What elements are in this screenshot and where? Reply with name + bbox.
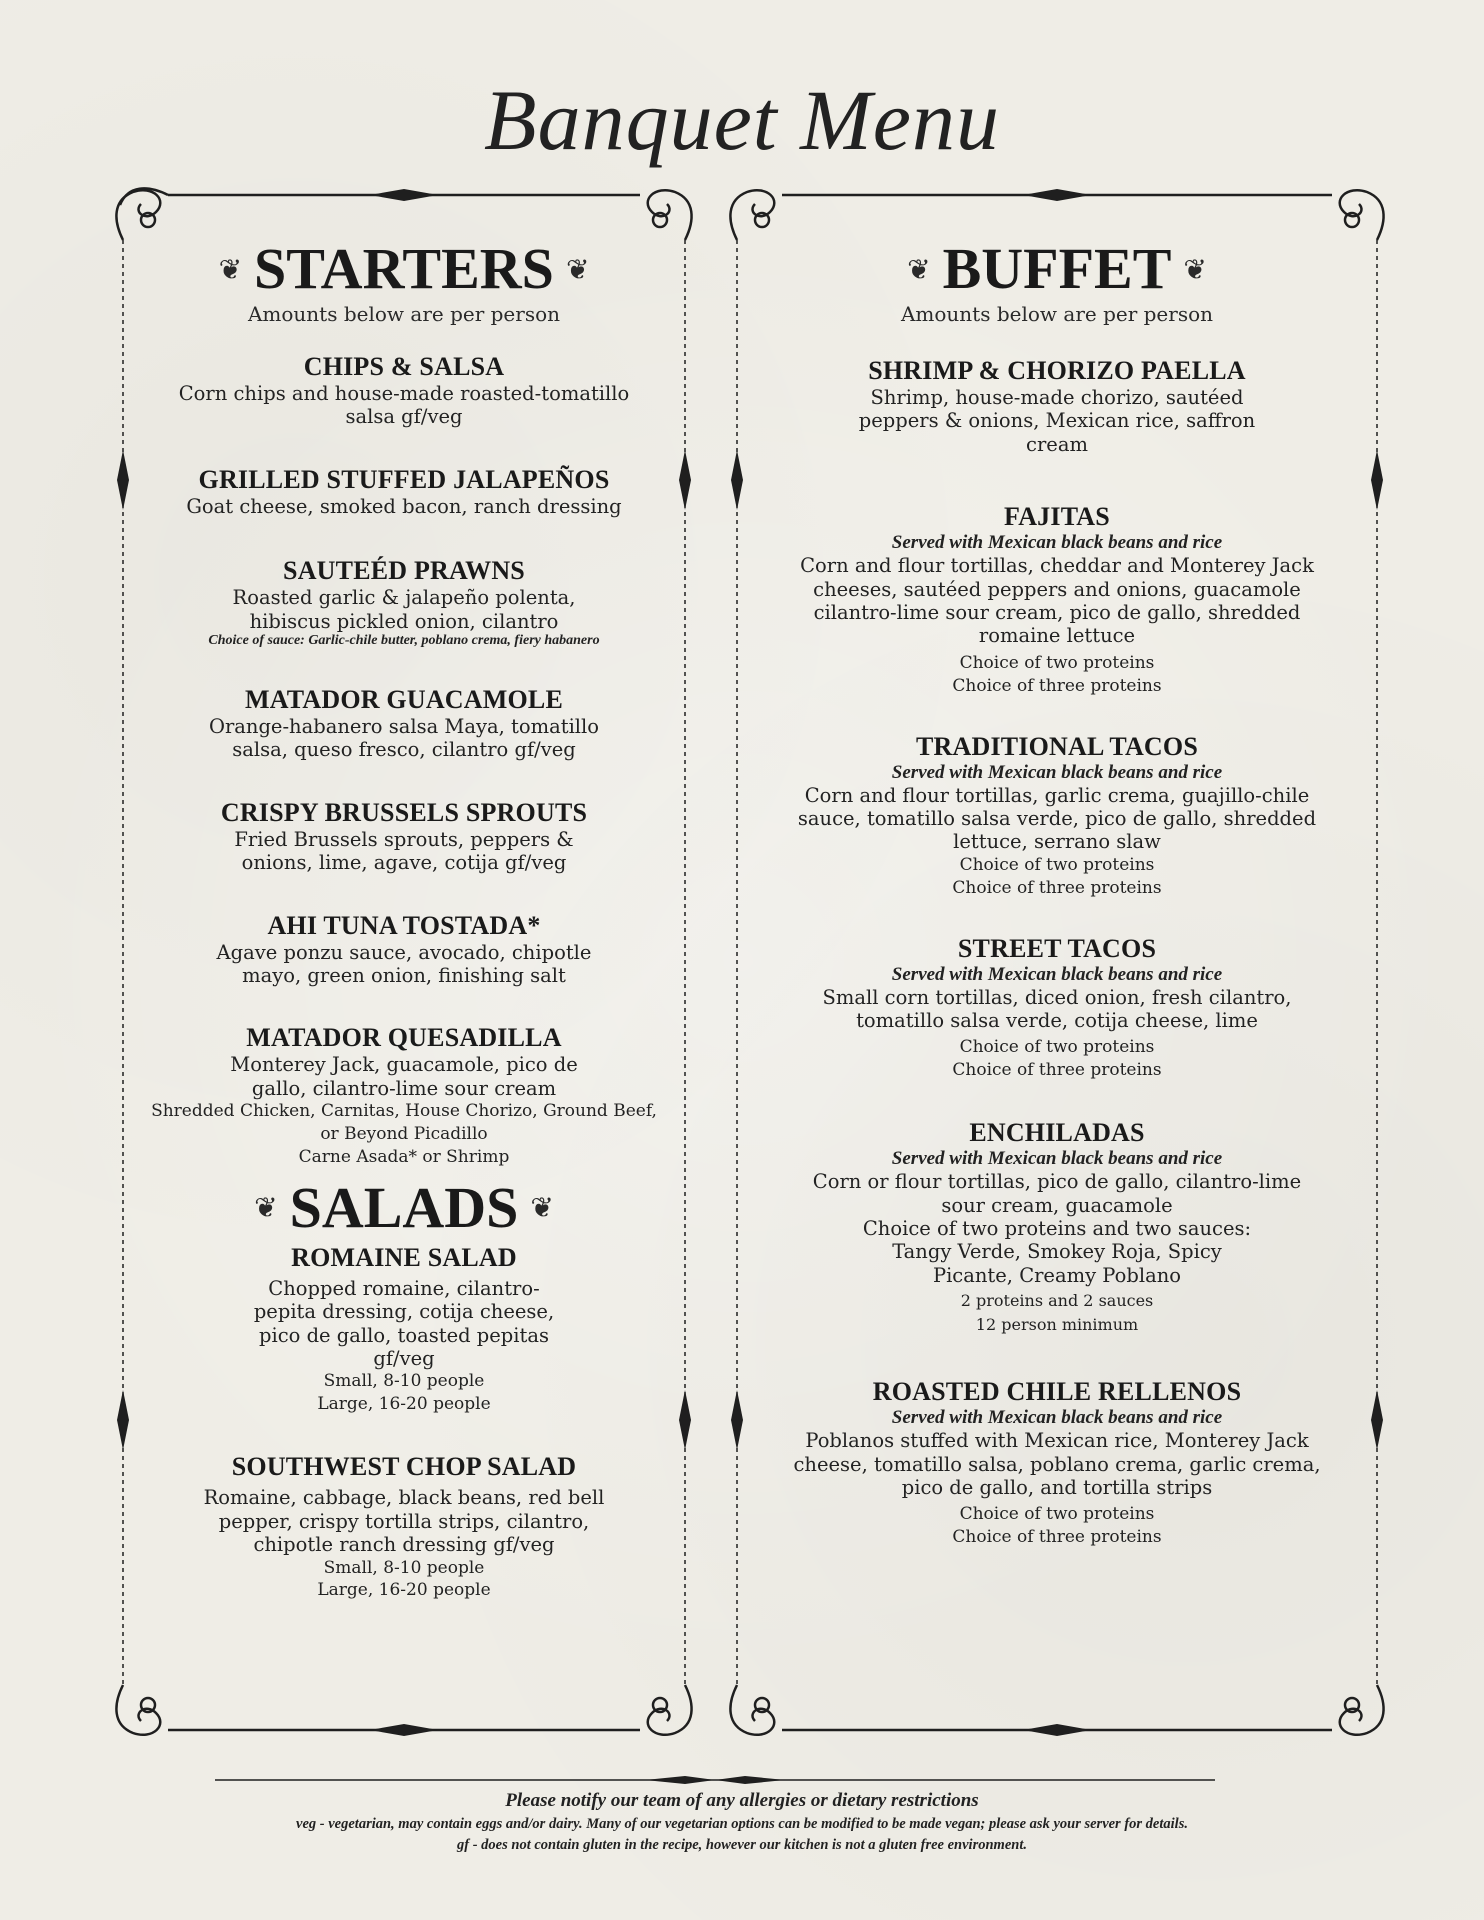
item-name: AHI TUNA TOSTADA*: [267, 910, 541, 940]
buffet-panel: [722, 180, 1392, 1745]
gf-legend: gf - does not contain gluten in the recipe, however our kitchen is not a gluten free environment.: [457, 1837, 1027, 1853]
item-name: SAUTEÉD PRAWNS: [283, 556, 525, 586]
floral-flourish-icon: ❦: [530, 1191, 554, 1225]
floral-flourish-icon: ❦: [565, 252, 590, 286]
menu-item: [762, 1118, 1352, 1337]
menu-item: [148, 685, 660, 762]
item-sauce-choice: Choice of two proteins and two sauces: Tangy Verde, Smokey Roja, Spicy Picante, Creamy Poblano: [862, 1217, 1252, 1287]
item-description: Agave ponzu sauce, avocado, chipotle mayo, green onion, finishing salt: [216, 940, 592, 987]
starters-subheading: Amounts below are per person: [247, 302, 561, 326]
menu-item: [148, 352, 660, 429]
buffet-heading: [762, 236, 1352, 301]
item-option: Choice of three proteins: [952, 1060, 1162, 1081]
item-description: Corn chips and house-made roasted-tomatillo salsa gf/veg: [178, 382, 630, 429]
item-description: Shrimp, house-made chorizo, sautéed peppers & onions, Mexican rice, saffron cream: [858, 386, 1256, 456]
buffet-title: BUFFET: [942, 236, 1172, 301]
item-description: Corn and flour tortillas, garlic crema, guajillo-chile sauce, tomatillo salsa verde, pico de gallo, shredded lettuce, serrano slaw: [797, 783, 1317, 854]
buffet-subheading: Amounts below are per person: [900, 302, 1214, 326]
item-served-with: Served with Mexican black beans and rice: [891, 761, 1223, 783]
item-size: Small, 8-10 people: [323, 1557, 485, 1578]
item-option: Choice of two proteins: [959, 854, 1155, 875]
item-served-with: Served with Mexican black beans and rice: [891, 532, 1223, 554]
menu-item: [762, 502, 1352, 697]
starters-salads-panel: [108, 180, 700, 1745]
item-name: STREET TACOS: [957, 933, 1157, 963]
item-name: MATADOR GUACAMOLE: [244, 684, 564, 714]
floral-flourish-icon: ❦: [907, 252, 931, 286]
menu-item: [148, 1023, 660, 1169]
item-size: Large, 16-20 people: [317, 1580, 491, 1601]
item-name: ROASTED CHILE RELLENOS: [872, 1377, 1242, 1407]
item-description: Orange-habanero salsa Maya, tomatillo salsa, queso fresco, cilantro gf/veg: [208, 714, 600, 762]
item-note: Choice of sauce: Garlic-chile butter, poblano crema, fiery habanero: [208, 632, 600, 648]
menu-item: [148, 1243, 660, 1416]
floral-flourish-icon: ❦: [254, 1191, 278, 1225]
menu-item: [148, 798, 660, 875]
item-option: or Beyond Picadillo: [320, 1124, 488, 1145]
buffet-section: [762, 236, 1352, 1549]
item-name: MATADOR QUESADILLA: [246, 1023, 562, 1053]
item-name: ENCHILADAS: [969, 1118, 1145, 1148]
menu-item: [762, 1377, 1352, 1549]
item-description: Roasted garlic & jalapeño polenta, hibiscus pickled onion, cilantro: [232, 586, 576, 633]
menu-item: [762, 356, 1352, 456]
item-option: Choice of three proteins: [952, 675, 1162, 696]
item-served-with: Served with Mexican black beans and rice: [891, 1407, 1223, 1429]
item-size: Large, 16-20 people: [317, 1394, 491, 1415]
item-name: GRILLED STUFFED JALAPEÑOS: [198, 464, 610, 494]
item-option: Choice of three proteins: [952, 877, 1162, 898]
menu-item: [148, 465, 660, 518]
item-option: Shredded Chicken, Carnitas, House Chorizo, Ground Beef,: [151, 1101, 657, 1122]
starters-title: STARTERS: [254, 236, 554, 301]
salads-heading: [148, 1174, 660, 1240]
item-option: Choice of two proteins: [959, 1504, 1155, 1525]
menu-title: Banquet Menu: [484, 72, 1000, 168]
starters-heading: [148, 236, 660, 301]
item-option: 12 person minimum: [975, 1315, 1139, 1335]
item-option: 2 proteins and 2 sauces: [960, 1291, 1154, 1311]
item-name: CHIPS & SALSA: [303, 352, 505, 381]
item-name: SOUTHWEST CHOP SALAD: [231, 1452, 577, 1482]
item-option: Choice of three proteins: [952, 1527, 1162, 1548]
item-name: CRISPY BRUSSELS SPROUTS: [220, 797, 588, 827]
dietary-footer: [0, 1790, 1484, 1854]
item-description: Goat cheese, smoked bacon, ranch dressing: [186, 494, 622, 518]
footer-divider: [215, 1773, 1215, 1787]
item-description: Romaine, cabbage, black beans, red bell pepper, crispy tortilla strips, cilantro, chipotle ranch dressing gf/veg: [203, 1486, 605, 1557]
item-description: Poblanos stuffed with Mexican rice, Monterey Jack cheese, tomatillo salsa, poblano crema, garlic crema, pico de gallo, and tortilla strips: [793, 1429, 1321, 1500]
salads-title: SALADS: [289, 1174, 519, 1240]
allergy-notice: Please notify our team of any allergies or dietary restrictions: [505, 1790, 979, 1811]
item-served-with: Served with Mexican black beans and rice: [891, 963, 1223, 985]
item-option: Choice of two proteins: [959, 652, 1155, 673]
menu-item: [762, 934, 1352, 1083]
item-description: Corn or flour tortillas, pico de gallo, cilantro-lime sour cream, guacamole: [812, 1170, 1302, 1217]
item-option: Choice of two proteins: [959, 1037, 1155, 1058]
starters-section: [148, 236, 660, 1602]
item-name: TRADITIONAL TACOS: [915, 731, 1198, 761]
item-name: FAJITAS: [1004, 502, 1110, 532]
veg-legend: veg - vegetarian, may contain eggs and/or dairy. Many of our vegetarian options can be modified to be made vegan; please ask your server for details.: [296, 1816, 1188, 1832]
floral-flourish-icon: ❦: [1183, 252, 1207, 286]
menu-item: [148, 1452, 660, 1602]
item-description: Corn and flour tortillas, cheddar and Monterey Jack cheeses, sautéed peppers and onions, guacamole cilantro-lime sour cream, pico de gallo, shredded romaine lettuce: [800, 554, 1314, 648]
item-option: Carne Asada* or Shrimp: [298, 1146, 510, 1167]
item-name: SHRIMP & CHORIZO PAELLA: [868, 356, 1246, 385]
floral-flourish-icon: ❦: [218, 252, 243, 286]
item-description: Chopped romaine, cilantro-pepita dressing, cotija cheese, pico de gallo, toasted pepitas gf/veg: [253, 1276, 555, 1371]
item-description: Fried Brussels sprouts, peppers & onions, lime, agave, cotija gf/veg: [234, 827, 574, 875]
menu-item: [148, 556, 660, 649]
menu-item: [148, 911, 660, 988]
item-served-with: Served with Mexican black beans and rice: [891, 1148, 1223, 1170]
item-size: Small, 8-10 people: [323, 1371, 485, 1392]
item-name: ROMAINE SALAD: [291, 1242, 517, 1272]
item-description: Monterey Jack, guacamole, pico de gallo, cilantro-lime sour cream: [230, 1053, 578, 1100]
item-description: Small corn tortillas, diced onion, fresh cilantro, tomatillo salsa verde, cotija cheese, lime: [822, 985, 1292, 1033]
menu-item: [762, 732, 1352, 900]
